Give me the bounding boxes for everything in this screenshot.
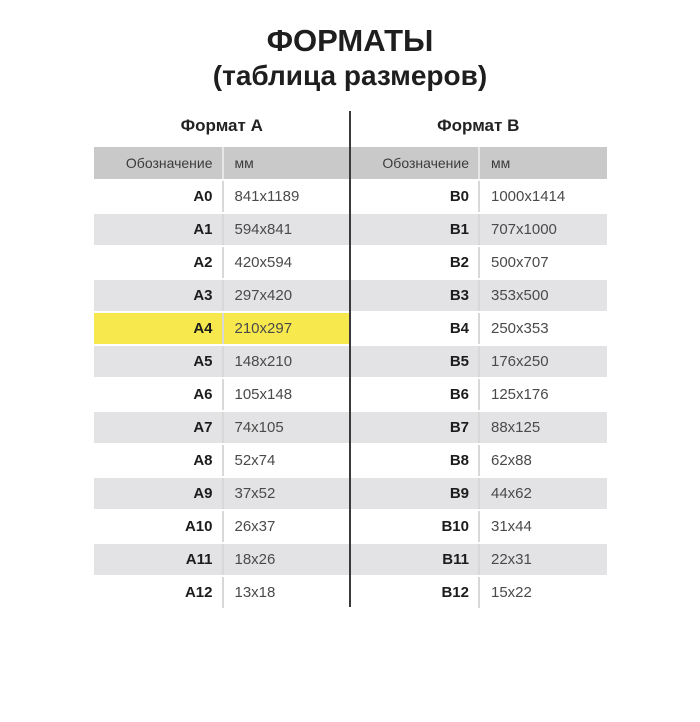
format-code: A2 bbox=[193, 254, 213, 271]
table-row bbox=[94, 214, 351, 247]
table-row bbox=[94, 478, 351, 511]
column-header-designation: Обозначение bbox=[125, 155, 213, 171]
format-size-mm: 841x1189 bbox=[222, 181, 351, 212]
format-size-mm: 13x18 bbox=[222, 577, 351, 608]
table-row bbox=[94, 247, 351, 280]
format-size-mm: 26x37 bbox=[222, 511, 351, 542]
table-row bbox=[94, 412, 351, 445]
format-size-mm: 62x88 bbox=[478, 445, 607, 476]
format-code: A12 bbox=[184, 584, 213, 601]
format-size-mm: 15x22 bbox=[478, 577, 607, 608]
table-row bbox=[350, 313, 607, 346]
page-subtitle: (таблица размеров) bbox=[212, 60, 488, 91]
format-b-body bbox=[350, 181, 607, 610]
table-row bbox=[350, 412, 607, 445]
format-code: B12 bbox=[441, 584, 469, 601]
table-row bbox=[94, 544, 351, 577]
center-divider-line bbox=[349, 111, 351, 607]
table-row bbox=[350, 346, 607, 379]
format-code: B4 bbox=[449, 320, 469, 337]
table-row bbox=[350, 511, 607, 544]
format-code: A11 bbox=[185, 551, 213, 568]
format-code: B11 bbox=[442, 551, 469, 568]
format-code: A5 bbox=[193, 353, 213, 370]
table-row bbox=[94, 577, 351, 610]
format-code: B8 bbox=[449, 452, 469, 469]
format-size-mm: 210x297 bbox=[222, 313, 351, 344]
section-label-format-a: Формат А bbox=[180, 116, 263, 135]
table-row bbox=[94, 313, 351, 346]
format-size-mm: 297x420 bbox=[222, 280, 351, 311]
column-header-mm: мм bbox=[478, 147, 607, 179]
format-code: A7 bbox=[193, 419, 213, 436]
table-row bbox=[350, 445, 607, 478]
table-row bbox=[350, 478, 607, 511]
format-code: B2 bbox=[449, 254, 469, 271]
format-size-mm: 74x105 bbox=[222, 412, 351, 443]
format-size-mm: 420x594 bbox=[222, 247, 351, 278]
format-code: B1 bbox=[449, 221, 469, 238]
column-header-designation: Обозначение bbox=[382, 155, 469, 171]
format-code: A0 bbox=[193, 188, 213, 205]
format-size-mm: 88x125 bbox=[478, 412, 607, 443]
table-row bbox=[94, 445, 351, 478]
table-row bbox=[350, 577, 607, 610]
format-size-mm: 1000x1414 bbox=[478, 181, 607, 212]
format-code: B6 bbox=[449, 386, 469, 403]
format-size-mm: 353x500 bbox=[478, 280, 607, 311]
format-size-mm: 250x353 bbox=[478, 313, 607, 344]
table-row bbox=[350, 379, 607, 412]
table-row bbox=[94, 379, 351, 412]
table-row bbox=[94, 346, 351, 379]
table-row bbox=[350, 214, 607, 247]
format-size-mm: 707x1000 bbox=[478, 214, 607, 245]
format-code: B5 bbox=[449, 353, 469, 370]
format-b-header-row bbox=[350, 147, 607, 181]
format-size-mm: 500x707 bbox=[478, 247, 607, 278]
format-size-mm: 176x250 bbox=[478, 346, 607, 377]
format-size-mm: 18x26 bbox=[222, 544, 351, 575]
table-row bbox=[350, 247, 607, 280]
table-row bbox=[94, 280, 351, 313]
format-code: A4 bbox=[193, 320, 213, 337]
table-row bbox=[94, 181, 351, 214]
format-code: B3 bbox=[449, 287, 469, 304]
section-label-format-b: Формат В bbox=[437, 116, 520, 135]
format-b-table bbox=[350, 147, 607, 610]
format-code: B0 bbox=[449, 188, 469, 205]
table-row bbox=[94, 511, 351, 544]
format-tables bbox=[94, 114, 607, 610]
format-size-mm: 22x31 bbox=[478, 544, 607, 575]
format-size-mm: 148x210 bbox=[222, 346, 351, 377]
format-a-body bbox=[94, 181, 351, 610]
format-code: A8 bbox=[193, 452, 213, 469]
format-size-mm: 31x44 bbox=[478, 511, 607, 542]
format-size-mm: 44x62 bbox=[478, 478, 607, 509]
table-row bbox=[350, 544, 607, 577]
table-row bbox=[350, 280, 607, 313]
format-code: B7 bbox=[449, 419, 469, 436]
format-size-mm: 52x74 bbox=[222, 445, 351, 476]
format-code: A10 bbox=[184, 518, 213, 535]
format-a-header-row bbox=[94, 147, 351, 181]
page-title: ФОРМАТЫ bbox=[266, 23, 434, 58]
format-code: A1 bbox=[193, 221, 213, 238]
format-code: A3 bbox=[193, 287, 213, 304]
table-row bbox=[350, 181, 607, 214]
format-code: B10 bbox=[441, 518, 469, 535]
format-size-mm: 37x52 bbox=[222, 478, 351, 509]
format-size-mm: 105x148 bbox=[222, 379, 351, 410]
format-code: A6 bbox=[193, 386, 213, 403]
format-size-mm: 125x176 bbox=[478, 379, 607, 410]
format-code: A9 bbox=[193, 485, 213, 502]
column-header-mm: мм bbox=[222, 147, 351, 179]
format-code: B9 bbox=[449, 485, 469, 502]
format-size-mm: 594x841 bbox=[222, 214, 351, 245]
format-a-table bbox=[94, 147, 351, 610]
